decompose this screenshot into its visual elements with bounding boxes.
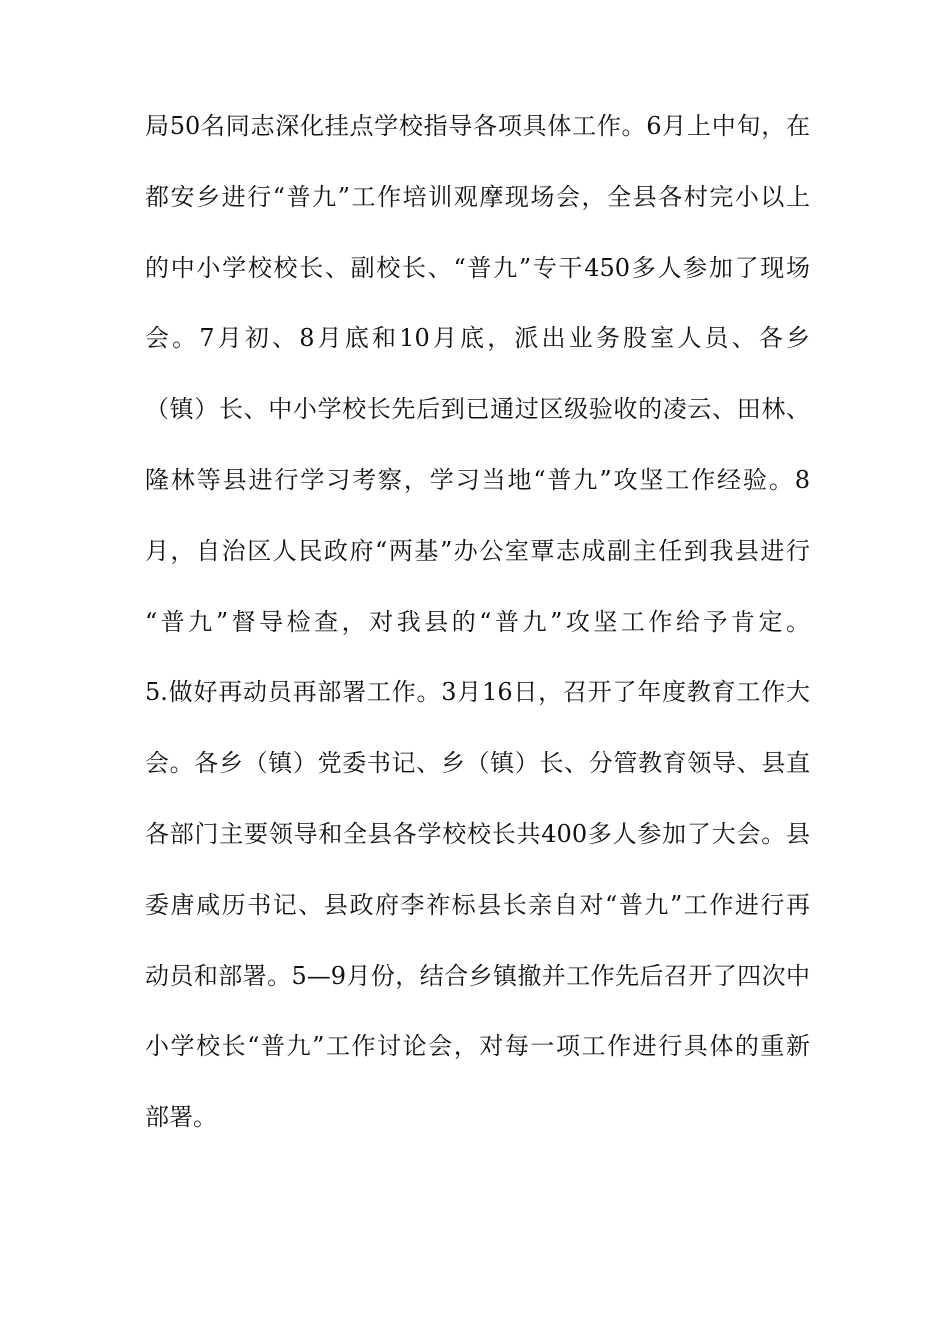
text-line: 委唐咸历书记、县政府李祚标县长亲自对“普九”工作进行再 [145, 890, 810, 919]
text-line: 会。7月初、8月底和10月底，派出业务股室人员、各乡 [145, 324, 810, 353]
text-line: “普九”督导检查，对我县的“普九”攻坚工作给予肯定。 [145, 607, 810, 636]
text-line: 5.做好再动员再部署工作。3月16日，召开了年度教育工作大 [145, 678, 810, 707]
text-line: 各部门主要领导和全县各学校校长共400多人参加了大会。县 [145, 819, 810, 848]
text-line: 部署。 [145, 1103, 217, 1132]
text-line: 都安乡进行“普九”工作培训观摩现场会，全县各村完小以上 [145, 182, 810, 211]
text-line: 的中小学校校长、副校长、“普九”专干450多人参加了现场 [145, 253, 810, 282]
text-line: 月，自治区人民政府“两基”办公室覃志成副主任到我县进行 [145, 536, 810, 565]
text-line: 动员和部署。5—9月份，结合乡镇撤并工作先后召开了四次中 [145, 961, 810, 990]
text-line: 局50名同志深化挂点学校指导各项具体工作。6月上中旬，在 [145, 112, 810, 140]
text-line: （镇）长、中小学校长先后到已通过区级验收的凌云、田林、 [145, 395, 810, 424]
body-text [145, 104, 810, 1166]
text-line: 隆林等县进行学习考察，学习当地“普九”攻坚工作经验。8 [145, 465, 810, 494]
text-line: 小学校长“普九”工作讨论会，对每一项工作进行具体的重新 [145, 1032, 810, 1061]
text-line: 会。各乡（镇）党委书记、乡（镇）长、分管教育领导、县直 [145, 749, 810, 778]
